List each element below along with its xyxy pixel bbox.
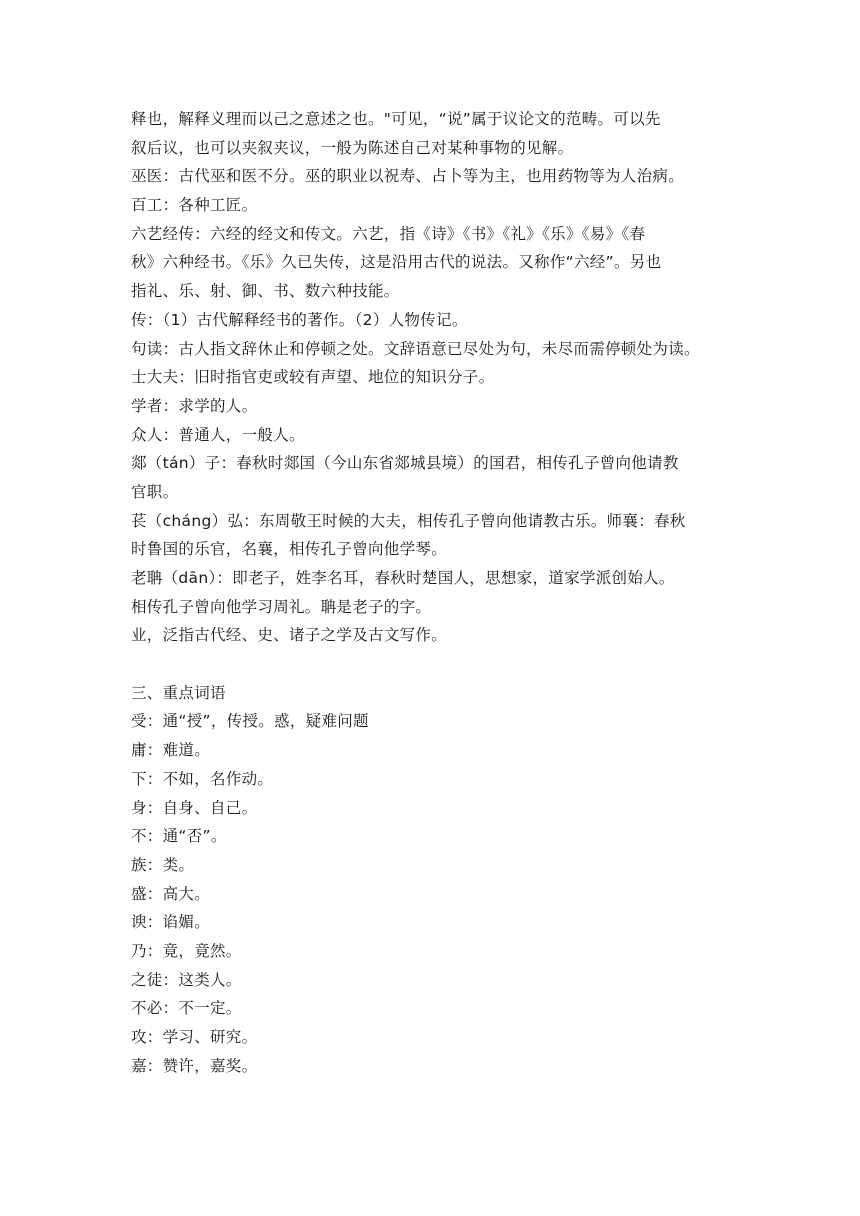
text-line: 苌（cháng）弘：东周敬王时候的大夫，相传孔子曾向他请教古乐。师襄：春秋 [131, 511, 686, 530]
text-line: 官职。 [131, 482, 179, 501]
text-line: 众人：普通人，一般人。 [131, 425, 305, 444]
key-term-item: 嘉：赞许，嘉奖。 [131, 1056, 258, 1075]
text-line: 时鲁国的乐官，名襄，相传孔子曾向他学琴。 [131, 540, 448, 559]
text-line: 郯（tán）子：春秋时郯国（今山东省郯城县境）的国君，相传孔子曾向他请教 [131, 454, 679, 473]
key-term-item: 下：不如，名作动。 [131, 769, 274, 788]
key-term-item: 族：类。 [131, 855, 195, 874]
text-line: 士大夫：旧时指官吏或较有声望、地位的知识分子。 [131, 368, 495, 387]
key-term-item: 盛：高大。 [131, 884, 211, 903]
text-line: 六艺经传：六经的经文和传文。六艺，指《诗》《书》《礼》《乐》《易》《春 [131, 224, 646, 243]
key-term-item: 不必：不一定。 [131, 999, 242, 1018]
text-line: 百工：各种工匠。 [131, 196, 258, 215]
key-term-item: 之徒：这类人。 [131, 970, 242, 989]
section-heading: 三、重点词语 [131, 683, 226, 702]
key-term-item: 谀：谄媚。 [131, 913, 211, 932]
text-line: 巫医：古代巫和医不分。巫的职业以祝寿、占卜等为主，也用药物等为人治病。 [131, 167, 685, 186]
key-term-item: 庸：难道。 [131, 741, 211, 760]
key-term-item: 受：通“授”，传授。惑，疑难问题 [131, 712, 369, 731]
document-body [131, 105, 731, 1080]
key-terms-list [131, 707, 731, 1080]
text-line: 传：（1）古代解释经书的著作。（2）人物传记。 [131, 310, 468, 329]
text-line: 学者：求学的人。 [131, 396, 258, 415]
text-line: 指礼、乐、射、御、书、数六种技能。 [131, 282, 400, 301]
text-line: 句读：古人指文辞休止和停顿之处。文辞语意已尽处为句，未尽而需停顿处为读。 [131, 339, 700, 358]
glossary-section [131, 105, 731, 650]
text-line: 释也，解释义理而以己之意述之也。"可见，“说”属于议论文的范畴。可以先 [131, 110, 661, 128]
text-line: 老聃（dān）：即老子，姓李名耳，春秋时楚国人，思想家，道家学派创始人。 [131, 569, 675, 587]
key-term-item: 乃：竟，竟然。 [131, 941, 242, 960]
text-line: 叙后议，也可以夹叙夹议，一般为陈述自己对某种事物的见解。 [131, 138, 574, 157]
key-term-item: 攻：学习、研究。 [131, 1028, 258, 1046]
key-term-item: 不：通“否”。 [131, 827, 227, 846]
paragraph-spacer [131, 650, 731, 679]
text-line: 业，泛指古代经、史、诸子之学及古文写作。 [131, 626, 448, 645]
text-line: 秋》六种经书。《乐》久已失传，这是沿用古代的说法。又称作“六经”。另也 [131, 253, 662, 272]
text-line: 相传孔子曾向他学习周礼。聃是老子的字。 [131, 597, 432, 616]
key-term-item: 身：自身、自己。 [131, 798, 258, 817]
